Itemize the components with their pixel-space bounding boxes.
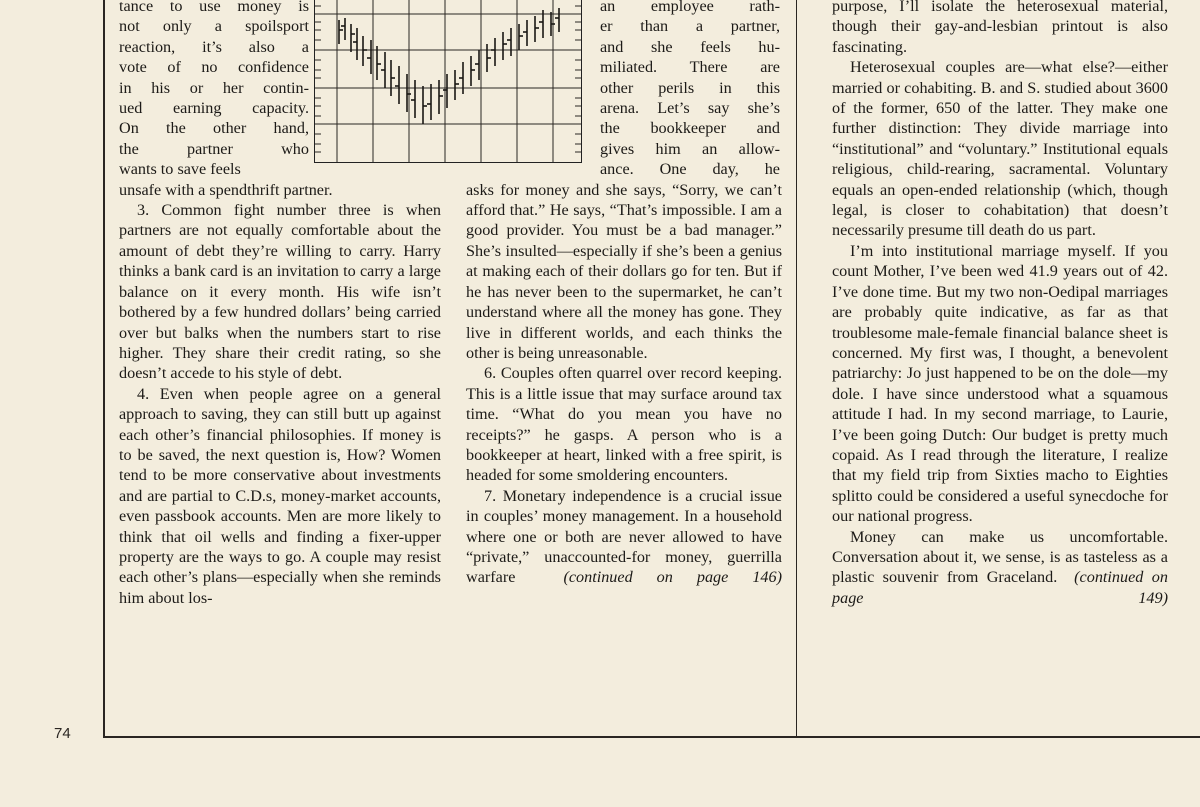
- text-line: and she feels hu-: [600, 37, 780, 56]
- column-3: [832, 0, 1168, 608]
- column-2-wrap-text: [600, 0, 780, 180]
- text-line: the bookkeeper and: [600, 119, 780, 138]
- column-1: [119, 0, 441, 608]
- paragraph-text: 7. Monetary independence is a crucial issue in couples’ money management. In a household where one or both are never allowed to have “private,” unaccounted-for money, guerrilla warfare: [466, 486, 782, 587]
- paragraph: I’m into institutional marriage myself. If you count Mother, I’ve been wed 41.9 years out of 42. I’ve done time. But my two non-Oedipal marriages are probably quite indicative, as far as that troublesome male-female financial balance sheet is concerned. My first was, I thought, a benevolent patriarchy: Jo just happened to be on the dole—my dole. I have since understood what a squamous attitude I had. In my second marriage, to Laurie, I’ve been going Dutch: Our budget is pretty much copaid. As I read through the literature, I realize that my field trip from Sixties macho to Eighties splitto could be considered a useful synecdoche for our national progress.: [832, 241, 1168, 526]
- text-line: er than a partner,: [600, 17, 780, 36]
- paragraph: 3. Common fight number three is when partners are not equally comfortable about the amount of debt they’re willing to carry. Harry thinks a bank card is an invitation to carry a large balance on it every month. His wife isn’t bothered by a few hundred dollars’ being carried over but balks when the numbers start to rise higher. They share their credit rating, so she doesn’t accede to his style of debt.: [119, 201, 441, 383]
- paragraph: [832, 527, 1168, 609]
- text-line: On the other hand,: [119, 119, 309, 138]
- text-line: wants to save feels: [119, 160, 241, 179]
- text-line: other perils in this: [600, 78, 780, 97]
- text-line: ance. One day, he: [600, 160, 780, 179]
- text-line: reaction, it’s also a: [119, 37, 309, 56]
- text-line: vote of no confidence: [119, 58, 309, 77]
- paragraph: 6. Couples often quarrel over record keeping. This is a little issue that may surface around tax time. “What do you mean you have no receipts?” he gasps. A person who is a bookkeeper at heart, linked with a free spirit, is headed for some smoldering encounters.: [466, 364, 782, 485]
- paragraph: unsafe with a spendthrift partner.: [119, 180, 333, 199]
- paragraph: Heterosexual couples are—what else?—either married or cohabiting. B. and S. studied about 3600 of the former, 650 of the latter. They make one further distinction: They divide marriage into “institutional” and “voluntary.” Institutional equals religious, child-rearing, sacramental. Voluntary equals an open-ended relationship (which, though legal, is closer to cohabitation) that doesn’t necessarily presume till death do us part.: [832, 58, 1168, 240]
- text-line: arena. Let’s say she’s: [600, 99, 780, 118]
- text-line: tance to use money is: [119, 0, 309, 15]
- paragraph: purpose, I’ll isolate the heterosexual material, though their gay-and-lesbian printout is also fascinating.: [832, 0, 1168, 56]
- text-line: ued earning capacity.: [119, 99, 309, 118]
- paragraph: asks for money and she says, “Sorry, we can’t afford that.” He says, “That’s impossible. I am a good provider. You must be a bad manager.” She’s insulted—especially if she’s been a genius at making each of their dollars go for ten. But if he has never been to the supermarket, he can’t understand where all the money has gone. They live in different worlds, and each thinks the other is being unreasonable.: [466, 180, 782, 362]
- text-line: gives him an allow-: [600, 139, 780, 158]
- text-line: not only a spoilsport: [119, 17, 309, 36]
- page-number: 74: [54, 725, 71, 742]
- paragraph-text: Money can make us uncomfortable. Conversation about it, we sense, is as tasteless as a plastic souvenir from Graceland.: [832, 527, 1168, 587]
- left-border-rule: [103, 0, 105, 738]
- continued-note: (continued on page 146): [563, 568, 782, 587]
- bottom-border-rule: [103, 736, 1200, 738]
- column-1-wrap-text: [119, 0, 309, 180]
- text-line: in his or her contin-: [119, 78, 309, 97]
- text-line: miliated. There are: [600, 58, 780, 77]
- text-line: the partner who: [119, 139, 309, 158]
- paragraph: 4. Even when people agree on a general approach to saving, they can still butt up against each other’s financial philosophies. If money is to be saved, the next question is, How? Women tend to be more conservative about investments and are partial to C.D.s, money-market accounts, even passbook accounts. Men are more likely to think that oil wells and finding a fixer-upper property are the ways to go. A couple may resist each other’s plans—especially when she reminds him about los-: [119, 384, 441, 607]
- text-line: an employee rath-: [600, 0, 780, 15]
- continued-note: (continued on page 149): [832, 568, 1168, 607]
- column-2: [466, 0, 782, 588]
- column-divider-rule: [796, 0, 797, 738]
- paragraph: [466, 486, 782, 588]
